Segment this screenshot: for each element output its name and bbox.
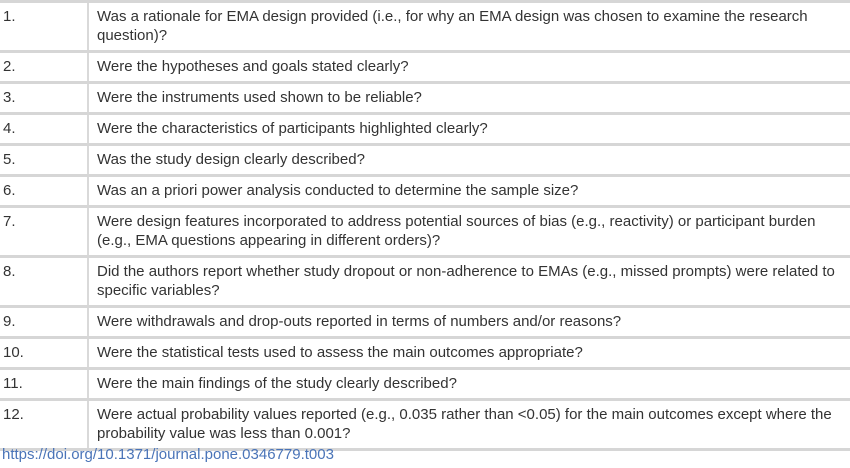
- table-row: [0, 207, 850, 257]
- item-number: 1.: [0, 2, 88, 52]
- table-row: [0, 369, 850, 400]
- item-number: 7.: [0, 207, 88, 257]
- item-number: 8.: [0, 257, 88, 307]
- table-row: [0, 114, 850, 145]
- item-question: Was the study design clearly described?: [97, 151, 365, 168]
- table-row: [0, 307, 850, 338]
- item-question: Were withdrawals and drop-outs reported in terms of numbers and/or reasons?: [97, 313, 622, 330]
- item-number: 3.: [0, 83, 88, 114]
- item-number: 12.: [0, 400, 88, 450]
- item-question: Were the instruments used shown to be reliable?: [97, 89, 422, 106]
- item-number: 10.: [0, 338, 88, 369]
- table-row: [0, 176, 850, 207]
- item-number: 9.: [0, 307, 88, 338]
- item-question: Were the characteristics of participants highlighted clearly?: [97, 120, 488, 137]
- item-number: 5.: [0, 145, 88, 176]
- table-row: [0, 83, 850, 114]
- table-row: [0, 338, 850, 369]
- item-question: Was a rationale for EMA design provided (i.e., for why an EMA design was chosen to examine the research question)?: [97, 8, 808, 44]
- item-question: Did the authors report whether study dropout or non-adherence to EMAs (e.g., missed prompts) were related to specific variables?: [97, 263, 835, 299]
- item-question: Were the hypotheses and goals stated clearly?: [97, 58, 409, 75]
- item-question: Were the statistical tests used to assess the main outcomes appropriate?: [97, 344, 583, 361]
- table-row: [0, 145, 850, 176]
- item-number: 11.: [0, 369, 88, 400]
- item-number: 4.: [0, 114, 88, 145]
- item-number: 2.: [0, 52, 88, 83]
- item-question: Were the main findings of the study clearly described?: [97, 375, 457, 392]
- table-row: [0, 257, 850, 307]
- table-row: [0, 400, 850, 450]
- table-row: [0, 2, 850, 52]
- table-row: [0, 52, 850, 83]
- item-question: Was an a priori power analysis conducted to determine the sample size?: [97, 182, 579, 199]
- item-number: 6.: [0, 176, 88, 207]
- item-question: Were design features incorporated to address potential sources of bias (e.g., reactivity) or participant burden (e.g., EMA questions appearing in different orders)?: [97, 213, 816, 249]
- item-question: Were actual probability values reported (e.g., 0.035 rather than <0.05) for the main outcomes except where the probability value was less than 0.001?: [97, 406, 832, 442]
- doi-link[interactable]: https://doi.org/10.1371/journal.pone.0346779.t003: [2, 446, 334, 463]
